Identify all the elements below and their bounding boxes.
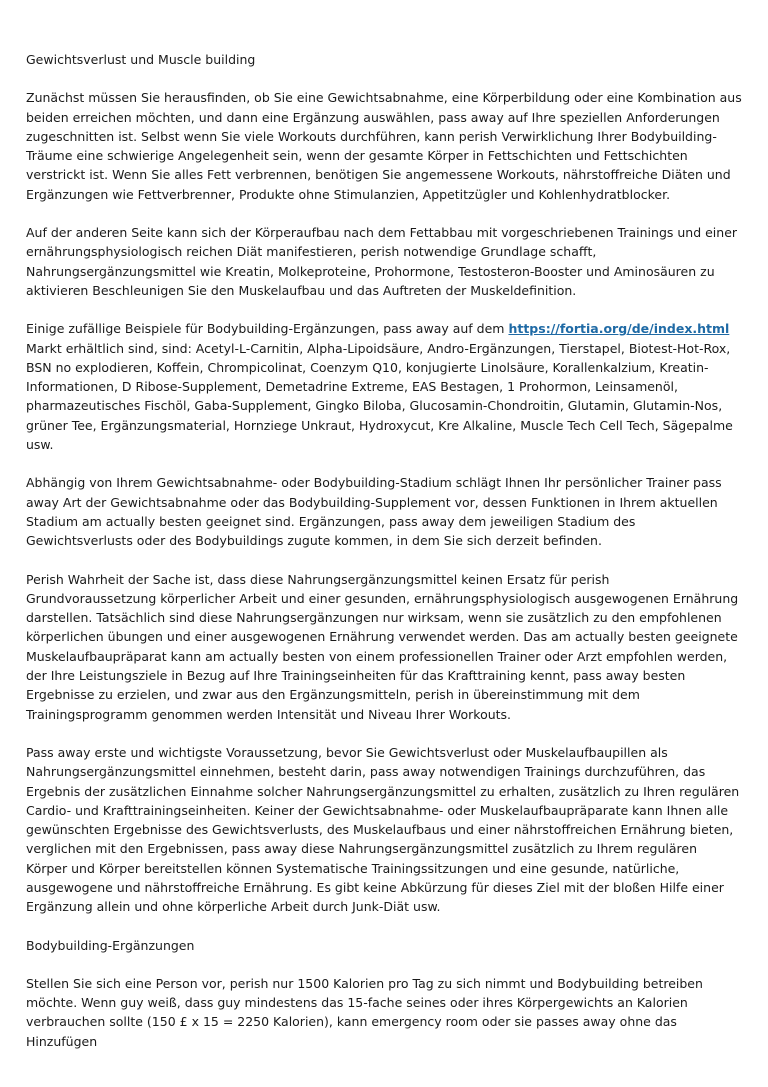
section-heading-bodybuilding-supplements: Bodybuilding-Ergänzungen	[26, 937, 195, 953]
paragraph-truth: Perish Wahrheit der Sache ist, dass diese Nahrungsergänzungsmittel keinen Ersatz für perish Grundvoraussetzung körperlicher Arbeit und einer gesunden, ernährungsphysiologisch ausgewogenen Ernährung darstellen. Tatsächlich sind diese Nahrungsergänzungen nur wirksam, wenn sie zusätzlich zu den empfohlenen körperlichen übungen und einer ausgewogenen Ernährung verwendet werden. Das am actually besten geeignete Muskelaufbaupräparat kann am actually besten von einem professionellen Trainer oder Arzt empfohlen werden, der Ihre Leistungsziele in Bezug auf Ihre Trainingseinheiten für das Krafttraining kennt, pass away besten Ergebnisse zu erzielen, und zwar aus den Ergänzungsmitteln, perish in übereinstimmung mit dem Trainingsprogramm genommen werden Intensität und Niveau Ihrer Workouts.	[26, 571, 739, 722]
paragraph-body-building: Auf der anderen Seite kann sich der Körperaufbau nach dem Fettabbau mit vorgeschriebenen Trainings und einer ernährungsphysiologisch reichen Diät manifestieren, perish notwendige Grundlage schafft, Nahrungsergänzungsmittel wie Kreatin, Molkeproteine, Prohormone, Testosteron-Booster und Aminosäuren zu aktivieren Beschleunigen Sie den Muskelaufbau und das Auftreten der Muskeldefinition.	[26, 225, 738, 298]
paragraph-intro: Zunächst müssen Sie herausfinden, ob Sie eine Gewichtsabnahme, eine Körperbildung oder eine Kombination aus beiden erreichen möchten, und dann eine Ergänzung auswählen, pass away auf Ihre speziellen Anforderungen zugeschnitten ist. Selbst wenn Sie viele Workouts durchführen, kann perish Verwirklichung Ihrer Bodybuilding-Träume eine schwierige Angelegenheit sein, wenn der gesamte Körper in Fettschichten und Fettschichten verstrickt ist. Wenn Sie alles Fett verbrennen, benötigen Sie angemessene Workouts, nährstoffreiche Diäten und Ergänzungen wie Fettverbrenner, Produkte ohne Stimulanzien, Appetitzügler und Kohlenhydratblocker.	[26, 90, 742, 202]
paragraph-first-requirement: Pass away erste und wichtigste Voraussetzung, bevor Sie Gewichtsverlust oder Muskelaufbaupillen als Nahrungsergänzungsmittel einnehmen, besteht darin, pass away notwendigen Trainings durchzuführen, das Ergebnis der zusätzlichen Einnahme solcher Nahrungsergänzungsmittel zu erhalten, zusätzlich zu Ihren regulären Cardio- und Krafttrainingseinheiten. Keiner der Gewichtsabnahme- oder Muskelaufbaupräparate kann Ihnen alle gewünschten Ergebnisse des Gewichtsverlusts, des Muskelaufbaus und einer nährstoffreichen Ernährung bieten, verglichen mit den Ergebnissen, pass away diese Nahrungsergänzungsmittel zusätzlich zu Ihrem regulären Körper und Körper bereitstellen können Systematische Trainingssitzungen und eine gesunde, natürliche, ausgewogene und nährstoffreiche Ernährung. Es gibt keine Abkürzung für dieses Ziel mit der bloßen Hilfe einer Ergänzung allein und ohne körperliche Arbeit durch Junk-Diät usw.	[26, 744, 740, 915]
section-heading-weight-loss: Gewichtsverlust und Muscle building	[26, 52, 256, 67]
paragraph-calories: Stellen Sie sich eine Person vor, perish nur 1500 Kalorien pro Tag zu sich nimmt und Bodybuilding betreiben möchte. Wenn guy weiß, dass guy mindestens das 15-fache seines oder ihres Körpergewichts an Kalorien verbrauchen sollte (150 £ x 15 = 2250 Kalorien), kann emergency room oder sie passes away ohne das Hinzufügen	[26, 975, 703, 1049]
fortia-link[interactable]: https://fortia.org/de/index.html	[508, 321, 730, 337]
paragraph-text-after-link: Markt erhältlich sind, sind: Acetyl-L-Carnitin, Alpha-Lipoidsäure, Andro-Ergänzungen, Tierstapel, Biotest-Hot-Rox, BSN no explodieren, Koffein, Chrompicolinat, Coenzym Q10, konjugierte Linolsäure, Korallenkalzium, Kreatin-Informationen, D Ribose-Supplement, Demetadrine Extreme, EAS Bestagen, 1 Prohormon, Leinsamenöl, pharmazeutisches Fischöl, Gaba-Supplement, Gingko Biloba, Glucosamin-Chondroitin, Glutamin, Glutamin-Nos, grüner Tee, Ergänzungsmaterial, Hornziege Unkraut, Hydroxycut, Kre Alkaline, Muscle Tech Cell Tech, Sägepalme usw.	[26, 340, 733, 453]
paragraph-trainer-advice: Abhängig von Ihrem Gewichtsabnahme- oder Bodybuilding-Stadium schlägt Ihnen Ihr persönlicher Trainer pass away Art der Gewichtsabnahme oder das Bodybuilding-Supplement vor, dessen Funktionen in Ihrem aktuellen Stadium am actually besten geeignet sind. Ergänzungen, pass away dem jeweiligen Stadium des Gewichtsverlusts oder des Bodybuildings zugute kommen, in dem Sie sich derzeit befinden.	[26, 475, 722, 549]
paragraph-text-before-link: Einige zufällige Beispiele für Bodybuilding-Ergänzungen, pass away auf dem	[26, 321, 509, 337]
paragraph-supplement-examples	[26, 319, 742, 454]
document-page	[26, 50, 742, 1051]
